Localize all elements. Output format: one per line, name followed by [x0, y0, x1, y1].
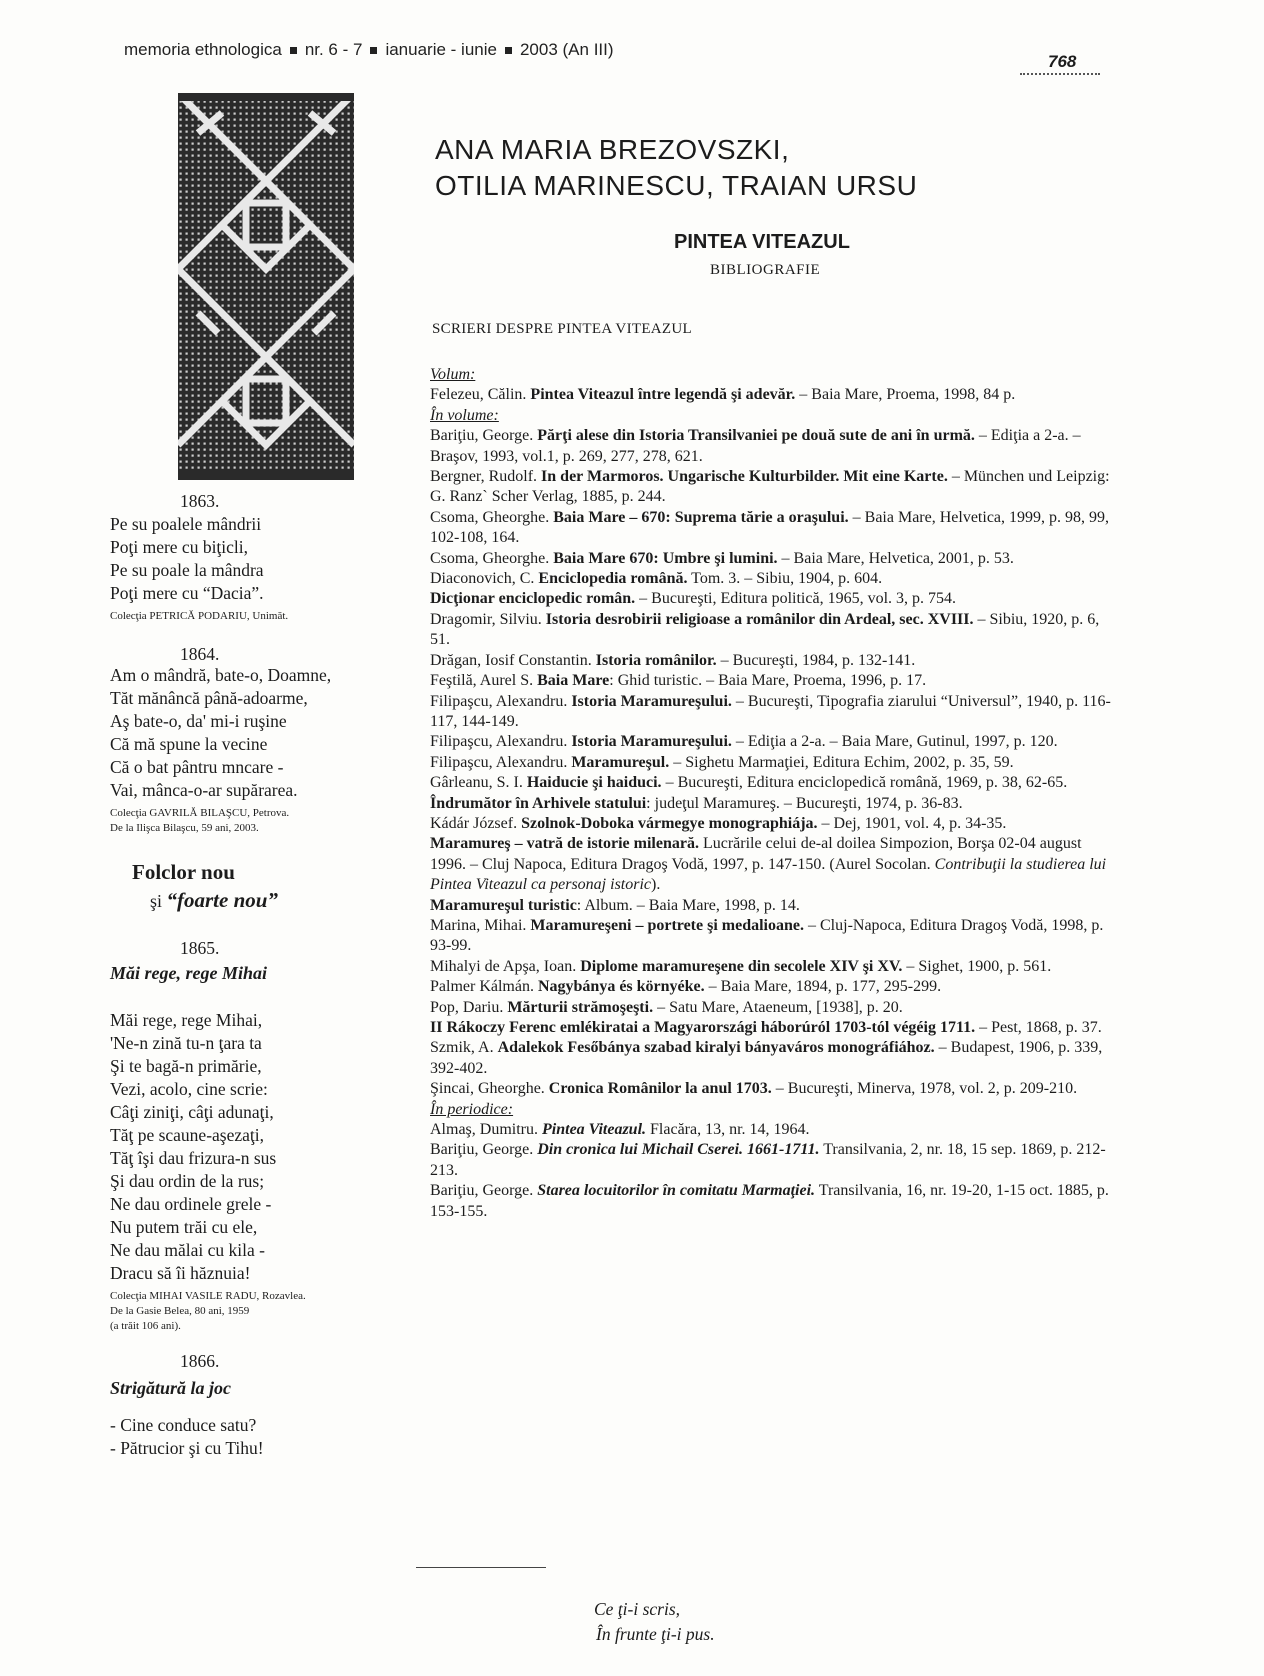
bibliography-entry — [430, 1181, 1120, 1222]
entry-author: Şincai, Gheorghe. — [430, 1080, 549, 1098]
poem-title: Măi rege, rege Mihai — [110, 963, 267, 983]
entry-author: Kádár József. — [430, 814, 522, 832]
verse-line: Că mă spune la vecine — [110, 734, 268, 754]
entry-details: Transilvania, 16, nr. 19-20, 1-15 oct. 1885, p. 153-155. — [430, 1182, 1109, 1220]
bibliography-entry — [430, 896, 1120, 916]
bibliography-entry — [430, 977, 1120, 997]
verse-line: Dracu să îi hăznuia! — [110, 1263, 251, 1283]
entry-title: Szolnok-Doboka vármegye monographiája. — [521, 814, 818, 832]
entry-details: – Bucureşti, 1984, p. 132-141. — [716, 651, 916, 669]
entry-title: Istoria Maramureşului. — [571, 692, 732, 710]
collection-credit: Colecţia MIHAI VASILE RADU, Rozavlea. — [110, 1290, 306, 1302]
bibliography-list — [430, 365, 1120, 1222]
entry-author: Feştilă, Aurel S. — [430, 672, 538, 690]
entry-author: Almaş, Dumitru. — [430, 1121, 542, 1139]
bibliography-subheading: În volume: — [430, 406, 499, 424]
verse-line: Aş bate-o, da' mi-i ruşine — [110, 711, 287, 731]
entry-title: Mărturii strămoşeşti. — [507, 998, 654, 1016]
collection-credit: De la Gasie Belea, 80 ani, 1959 — [110, 1305, 250, 1317]
entry-author: Filipaşcu, Alexandru. — [430, 692, 572, 710]
entry-author: Marina, Mihai. — [430, 916, 531, 934]
entry-details: – Baia Mare, 1894, p. 177, 295-299. — [704, 978, 942, 996]
entry-author: Palmer Kálmán. — [430, 978, 538, 996]
bibliography-entry — [430, 916, 1120, 957]
verse-line: Poţi mere cu “Dacia”. — [110, 583, 264, 603]
entry-title: Baia Mare — [537, 672, 610, 690]
article-title: PINTEA VITEAZUL — [674, 231, 850, 253]
issue-months: ianuarie - iunie — [385, 40, 497, 59]
entry-details: – Dej, 1901, vol. 4, p. 34-35. — [817, 814, 1007, 832]
entry-details: – Baia Mare, Helvetica, 2001, p. 53. — [777, 549, 1014, 567]
entry-title: Cronica Românilor la anul 1703. — [548, 1080, 772, 1098]
entry-title: II Rákoczy Ferenc emlékiratai a Magyarországi háborúról 1703-tól végéig 1711. — [430, 1019, 976, 1036]
bibliography-entry — [430, 549, 1120, 569]
year-label: 1863. — [180, 491, 220, 511]
entry-details: – Budapest, 1906, p. 339, 392-402. — [430, 1039, 1103, 1077]
entry-author: Mihalyi de Apşa, Ioan. — [430, 957, 581, 975]
entry-author: Gârleanu, S. I. — [430, 774, 527, 792]
entry-author: Csoma, Gheorghe. — [430, 508, 554, 526]
separator-square-icon — [505, 47, 512, 54]
entry-author: Diaconovich, C. — [430, 570, 539, 588]
entry-title: Pintea Viteazul între legendă şi adevăr. — [530, 386, 796, 404]
section-title: Folclor nou — [132, 860, 235, 884]
entry-details: – Ediţia a 2-a. – Braşov, 1993, vol.1, p. 269, 277, 278, 621. — [430, 427, 1081, 465]
collection-credit: (a trăit 106 ani). — [110, 1320, 181, 1332]
entry-title: Maramureşeni – portrete şi medalioane. — [530, 916, 804, 934]
entry-details: Flacăra, 13, nr. 14, 1964. — [646, 1121, 810, 1139]
year-label: 1865. — [180, 938, 220, 958]
entry-author: Filipaşcu, Alexandru. — [430, 733, 572, 751]
verse-1866 — [110, 1414, 410, 1460]
entry-details: : judeţul Maramureş. – Bucureşti, 1974, p. 36-83. — [646, 794, 963, 812]
article-subtitle: BIBLIOGRAFIE — [710, 262, 821, 278]
bibliography-entry — [430, 732, 1120, 752]
verse-line: Ne dau ordinele grele - — [110, 1194, 272, 1214]
entry-author: Bariţiu, George. — [430, 427, 538, 445]
bibliography-entry — [430, 589, 1120, 609]
entry-title: Haiducie şi haiduci. — [526, 774, 662, 792]
section-subtitle-italic: “foarte nou” — [166, 888, 278, 912]
entry-details: – Bucureşti, Tipografia ziarului “Universul”, 1940, p. 116-117, 144-149. — [430, 692, 1111, 730]
entry-details: ). — [651, 876, 661, 894]
entry-details: – Bucureşti, Editura enciclopedică română, 1969, p. 38, 62-65. — [661, 774, 1068, 792]
entry-details: – Bucureşti, Editura politică, 1965, vol. 3, p. 754. — [635, 590, 957, 608]
entry-title: Nagybánya és környéke. — [537, 978, 705, 996]
bibliography-entry — [430, 1140, 1120, 1181]
bibliography-entry — [430, 610, 1120, 651]
entry-title: Enciclopedia română. — [538, 570, 688, 588]
page-number-rule — [1020, 73, 1100, 75]
entry-author: Csoma, Gheorghe. — [430, 549, 554, 567]
verse-1864 — [110, 664, 410, 802]
entry-details: – Pest, 1868, p. 37. — [975, 1019, 1102, 1036]
bibliography-subheading: Volum: — [430, 366, 476, 383]
entry-title: Starea locuitorilor în comitatu Marmaţiei. — [537, 1182, 816, 1200]
running-header — [124, 40, 614, 60]
bibliography-entry — [430, 1038, 1120, 1079]
entry-title: Istoria desrobirii religioase a românilor din Ardeal, sec. XVIII. — [545, 610, 974, 628]
entry-title: Îndrumător în Arhivele statului — [430, 794, 647, 812]
entry-author: Filipaşcu, Alexandru. — [430, 753, 572, 771]
verse-line: 'Ne-n zină tu-n ţara ta — [110, 1033, 262, 1053]
collection-credit: De la Ilişca Bilaşcu, 59 ani, 2003. — [110, 822, 259, 834]
folklore-column — [110, 490, 410, 1464]
bibliography-entry — [430, 385, 1120, 405]
bibliography-entry — [430, 753, 1120, 773]
verse-line: Ne dau mălai cu kila - — [110, 1240, 266, 1260]
entry-title: Baia Mare 670: Umbre şi lumini. — [553, 549, 778, 567]
bibliography-entry — [430, 569, 1120, 589]
issue-year: 2003 (An III) — [519, 40, 614, 59]
verse-line: Pe su poalele mândrii — [110, 514, 262, 534]
entry-details: – Baia Mare, Proema, 1998, 84 p. — [795, 386, 1016, 404]
entry-title: Maramureş – vatră de istorie milenară. — [430, 835, 699, 853]
bibliography-entry — [430, 773, 1120, 793]
bibliography-entry — [430, 426, 1120, 467]
bibliography-entry — [430, 1018, 1120, 1038]
collection-credit: Colecţia GAVRILĂ BILAŞCU, Petrova. — [110, 807, 290, 819]
bibliography-entry — [430, 467, 1120, 508]
page-number: 768 — [1048, 52, 1077, 71]
entry-title: Din cronica lui Michail Cserei. 1661-1711. — [537, 1141, 820, 1159]
bibliography-subheading: În periodice: — [430, 1100, 514, 1118]
verse-line: - Pătrucior şi cu Tihu! — [110, 1438, 264, 1458]
entry-details: – Ediţia a 2-a. – Baia Mare, Gutinul, 1997, p. 120. — [731, 733, 1058, 751]
separator-square-icon — [290, 47, 297, 54]
separator-square-icon — [370, 47, 377, 54]
entry-title: Dicţionar enciclopedic român. — [430, 590, 636, 608]
entry-details: – Baia Mare, Helvetica, 1999, p. 98, 99, 102-108, 164. — [430, 508, 1110, 547]
bibliography-entry — [430, 794, 1120, 814]
entry-author: Szmik, A. — [430, 1039, 498, 1057]
entry-author: Pop, Dariu. — [430, 998, 508, 1016]
verse-line: Vezi, acolo, cine scrie: — [110, 1079, 268, 1099]
issue-number: nr. 6 - 7 — [304, 40, 363, 59]
entry-author: Bariţiu, George. — [430, 1182, 538, 1200]
entry-title: Istoria Maramureşului. — [571, 733, 732, 751]
entry-details: – Satu Mare, Ataeneum, [1938], p. 20. — [653, 998, 903, 1016]
entry-details: : Ghid turistic. – Baia Mare, Proema, 1996, p. 17. — [609, 672, 927, 690]
entry-details: – Sighet, 1900, p. 561. — [902, 957, 1052, 975]
entry-author: Bergner, Rudolf. — [430, 468, 542, 486]
entry-title: Maramureşul. — [571, 753, 670, 771]
entry-details: – München und Leipzig: G. Ranz` Scher Verlag, 1885, p. 244. — [430, 468, 1110, 506]
entry-author: Felezeu, Călin. — [430, 386, 531, 404]
author-line: ANA MARIA BREZOVSZKI, — [435, 134, 790, 165]
section-subtitle — [110, 886, 410, 915]
entry-title: Pintea Viteazul. — [542, 1121, 647, 1139]
bibliography-entry — [430, 1120, 1120, 1140]
entry-title: Părţi alese din Istoria Transilvaniei pe două sute de ani în urmă. — [537, 427, 975, 445]
entry-details: Contribuţii la studierea lui Pintea Viteazul ca personaj istoric — [430, 855, 1107, 894]
entry-details: Lucrările celui de-al doilea Simpozion, Borşa 02-04 august 1996. – Cluj Napoca, Editura Dragoş Vodă, 1997, p. 147-150. (Aurel Socolan. — [430, 835, 1082, 873]
entry-title: Maramureşul turistic — [430, 896, 577, 914]
verse-line: Tăţ pe scaune-aşezaţi, — [110, 1125, 265, 1145]
section-subtitle-prefix: şi — [150, 891, 167, 911]
entry-details: – Cluj-Napoca, Editura Dragoş Vodă, 1998, p. 93-99. — [430, 916, 1104, 955]
motto-divider — [416, 1567, 546, 1568]
poem-title: Strigătură la joc — [110, 1378, 232, 1398]
verse-line: - Cine conduce satu? — [110, 1415, 257, 1435]
verse-line: Tăţ îşi dau frizura-n sus — [110, 1148, 277, 1168]
bibliography-entry — [430, 671, 1120, 691]
verse-line: Măi rege, rege Mihai, — [110, 1010, 263, 1030]
entry-details: – Sibiu, 1920, p. 6, 51. — [430, 610, 1100, 649]
collection-credit: Colecţia PETRICĂ PODARIU, Unimăt. — [110, 610, 289, 622]
verse-line: Am o mândră, bate-o, Doamne, — [110, 665, 332, 685]
journal-name: memoria ethnologica — [124, 40, 282, 59]
entry-details: – Bucureşti, Minerva, 1978, vol. 2, p. 209-210. — [771, 1080, 1078, 1098]
entry-author: Dragomir, Silviu. — [430, 610, 546, 628]
bibliography-entry — [430, 814, 1120, 834]
verse-line: Şi te bagă-n primărie, — [110, 1056, 262, 1076]
bibliography-entry — [430, 508, 1120, 549]
entry-author: Drăgan, Iosif Constantin. — [430, 651, 596, 669]
verse-line: Nu putem trăi cu ele, — [110, 1217, 258, 1237]
verse-line: Poţi mere cu biţicli, — [110, 537, 249, 557]
bibliography-entry — [430, 651, 1120, 671]
year-label: 1864. — [180, 644, 220, 664]
verse-line: Vai, mânca-o-ar supărarea. — [110, 780, 298, 800]
entry-details: Tom. 3. – Sibiu, 1904, p. 604. — [687, 570, 883, 588]
motto-line: În frunte ţi-i pus. — [596, 1624, 715, 1644]
entry-details: : Album. – Baia Mare, 1998, p. 14. — [576, 896, 800, 914]
embroidery-pattern-image — [178, 93, 354, 480]
section-heading: SCRIERI DESPRE PINTEA VITEAZUL — [432, 321, 692, 337]
bibliography-entry — [430, 692, 1120, 733]
year-label: 1866. — [180, 1351, 220, 1371]
bibliography-entry — [430, 1079, 1120, 1099]
bibliography-entry — [430, 834, 1120, 895]
entry-title: Diplome maramureşene din secolele XIV şi XV. — [580, 957, 903, 975]
entry-title: Istoria românilor. — [595, 651, 717, 669]
entry-title: In der Marmoros. Ungarische Kulturbilder. Mit eine Karte. — [541, 468, 948, 486]
verse-line: Tăt mănâncă până-adoarme, — [110, 688, 308, 708]
bibliography-entry — [430, 998, 1120, 1018]
motto — [594, 1597, 715, 1647]
entry-title: Adalekok Fesőbánya szabad kiralyi bányaváros monográfiához. — [497, 1039, 935, 1057]
verse-1865 — [110, 1009, 410, 1285]
bibliography-entry — [430, 957, 1120, 977]
entry-details: Transilvania, 2, nr. 18, 15 sep. 1869, p. 212-213. — [430, 1141, 1106, 1179]
entry-title: Baia Mare – 670: Suprema tărie a oraşului. — [553, 508, 849, 526]
verse-line: Că o bat pântru mncare - — [110, 757, 284, 777]
article-authors — [435, 132, 917, 204]
entry-details: – Sighetu Marmaţiei, Editura Echim, 2002, p. 35, 59. — [669, 753, 1014, 771]
verse-line: Pe su poale la mândra — [110, 560, 264, 580]
verse-line: Şi dau ordin de la rus; — [110, 1171, 265, 1191]
verse-line: Câţi ziniţi, câţi adunaţi, — [110, 1102, 274, 1122]
author-line: OTILIA MARINESCU, TRAIAN URSU — [435, 170, 918, 201]
motto-line: Ce ţi-i scris, — [594, 1599, 681, 1619]
entry-author: Bariţiu, George. — [430, 1141, 538, 1159]
verse-1863 — [110, 513, 410, 605]
